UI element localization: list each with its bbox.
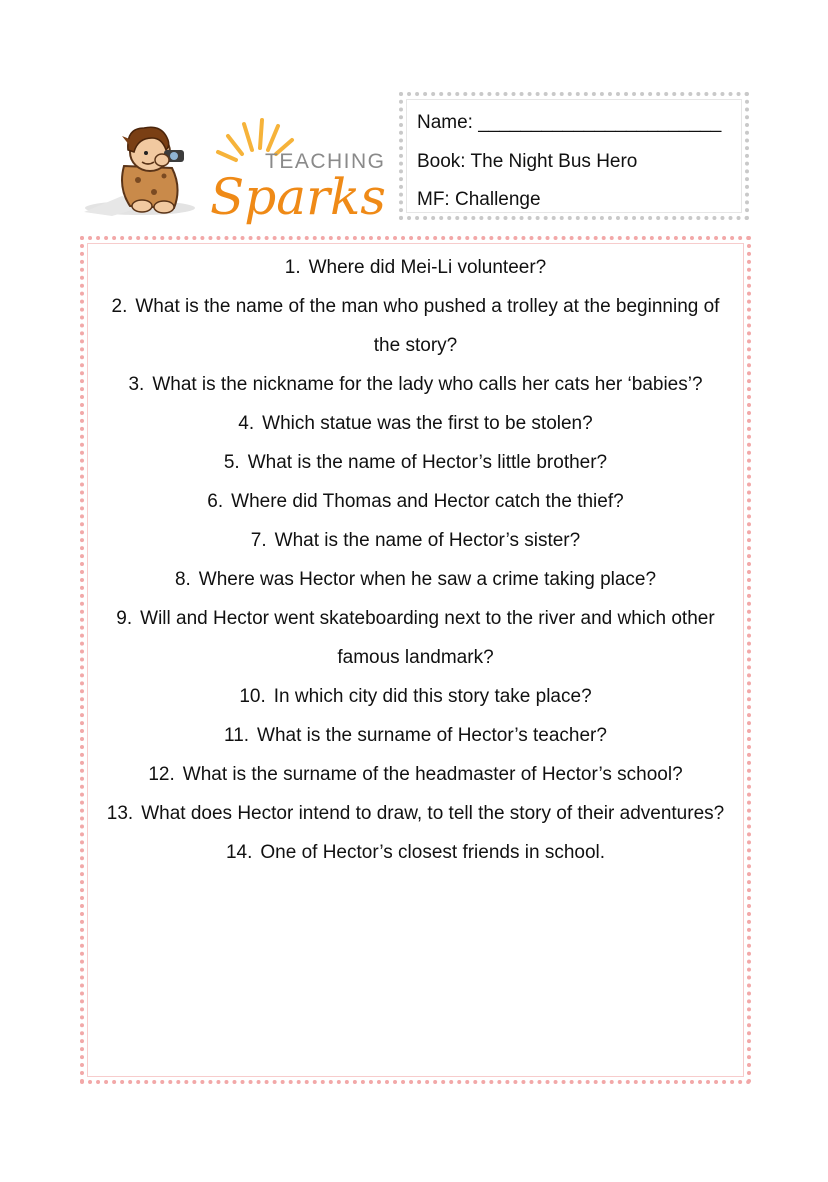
name-blank[interactable]: _______________________ — [478, 112, 722, 133]
question-text: Will and Hector went skateboarding next to the river and which other famous landmark? — [140, 608, 715, 668]
question-text: Where was Hector when he saw a crime taking place? — [198, 569, 657, 590]
question-text: What is the nickname for the lady who calls her cats her ‘babies’? — [152, 374, 703, 395]
teaching-sparks-logo — [82, 106, 394, 228]
mf-level-line: MF: Challenge — [417, 189, 541, 210]
question-text: What is the surname of the headmaster of Hector’s school? — [182, 764, 683, 785]
question-text: One of Hector’s closest friends in school. — [260, 842, 606, 863]
question-item — [84, 794, 747, 833]
question-number: 2. — [111, 296, 128, 317]
question-text: What is the name of Hector’s sister? — [274, 530, 581, 551]
question-number: 11. — [224, 725, 250, 746]
student-info-box — [399, 92, 749, 220]
question-text: Which statue was the first to be stolen? — [262, 413, 593, 434]
question-item — [84, 287, 747, 365]
question-item — [84, 365, 747, 404]
question-item — [84, 482, 747, 521]
question-text: What does Hector intend to draw, to tell the story of their adventures? — [141, 803, 725, 824]
question-item — [84, 443, 747, 482]
question-item — [84, 833, 747, 872]
questions-box — [80, 236, 751, 1084]
question-number: 8. — [174, 569, 191, 590]
question-number: 12. — [148, 764, 175, 785]
question-number: 1. — [284, 257, 301, 278]
question-number: 7. — [250, 530, 267, 551]
question-number: 14. — [225, 842, 253, 863]
question-item — [84, 716, 747, 755]
question-text: What is the surname of Hector’s teacher? — [257, 725, 607, 746]
question-item — [84, 677, 747, 716]
name-line[interactable] — [417, 104, 745, 143]
question-text: What is the name of Hector’s little brother? — [247, 452, 608, 473]
question-item — [84, 755, 747, 794]
name-label: Name: — [417, 112, 473, 133]
question-number: 6. — [207, 491, 224, 512]
question-item — [84, 404, 747, 443]
question-number: 3. — [128, 374, 145, 395]
question-number: 13. — [106, 803, 134, 824]
logo-sparks-text: Sparks — [210, 168, 386, 226]
book-title-line: Book: The Night Bus Hero — [417, 150, 638, 172]
question-text: What is the name of the man who pushed a trolley at the beginning of the story? — [135, 296, 720, 356]
question-item — [84, 599, 747, 677]
question-number: 5. — [223, 452, 240, 473]
logo-teaching-text: TEACHING — [265, 150, 386, 173]
question-item — [84, 521, 747, 560]
question-text: In which city did this story take place? — [273, 686, 592, 707]
caveman-mascot-icon — [122, 127, 184, 213]
question-item — [84, 560, 747, 599]
question-text: Where did Thomas and Hector catch the thief? — [231, 491, 624, 512]
question-number: 9. — [116, 608, 133, 629]
question-text: Where did Mei-Li volunteer? — [308, 257, 547, 278]
question-number: 10. — [239, 686, 266, 707]
question-list — [84, 248, 747, 872]
question-number: 4. — [238, 413, 255, 434]
logo-graphic — [82, 106, 394, 228]
question-item — [84, 248, 747, 287]
